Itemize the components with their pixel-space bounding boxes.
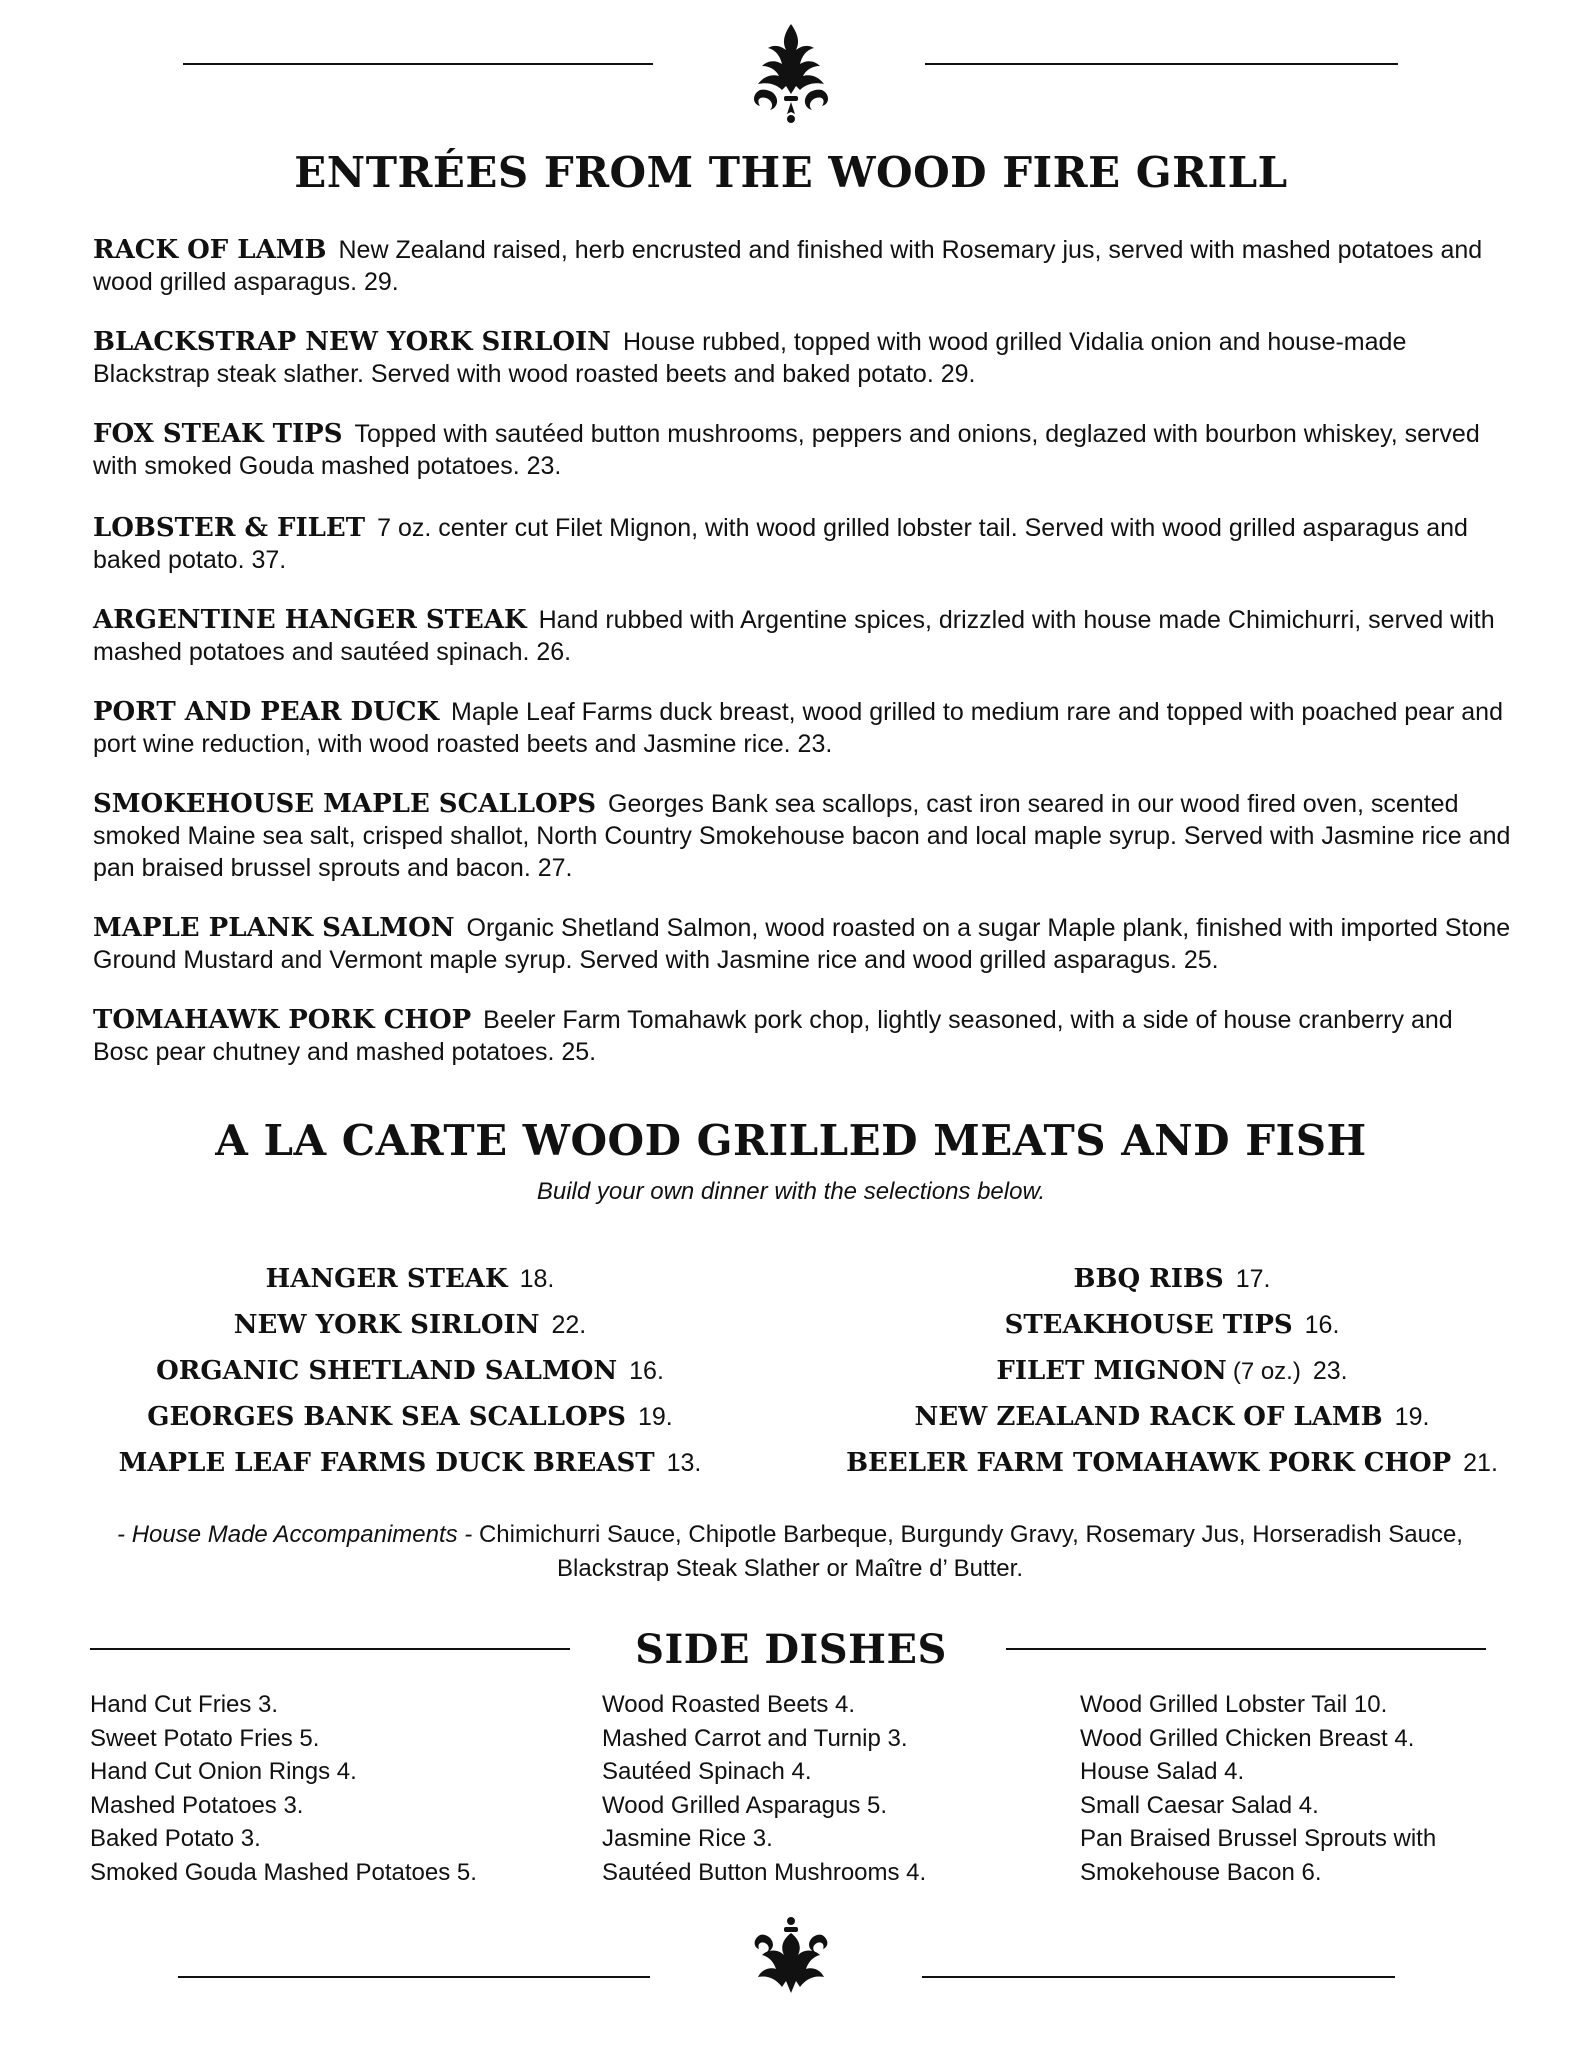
side-dishes-column-2 — [602, 1688, 926, 1889]
a-la-carte-item — [792, 1256, 1552, 1302]
entree-desc: Topped with sautéed button mushrooms, peppers and onions, deglazed with bourbon whiskey, served with smoked Gouda mashed potatoes. 23. — [93, 420, 1480, 480]
a-la-carte-item-price: 18. — [519, 1265, 555, 1293]
side-dish-item: Smoked Gouda Mashed Potatoes 5. — [90, 1858, 477, 1886]
bottom-ornament-icon — [750, 1915, 832, 1997]
side-dish-item: Hand Cut Onion Rings 4. — [90, 1758, 357, 1785]
fleur-de-lis-icon — [746, 20, 836, 124]
entree-name: MAPLE PLANK SALMON — [93, 913, 455, 943]
a-la-carte-item — [30, 1440, 790, 1486]
a-la-carte-item-price: 19. — [637, 1403, 673, 1431]
side-dish-item: Jasmine Rice 3. — [602, 1825, 773, 1852]
bottom-right-rule — [922, 1976, 1395, 1978]
entree-item — [93, 1004, 1513, 1068]
entree-item — [93, 604, 1513, 668]
side-dishes-title: SIDE DISHES — [635, 1626, 947, 1673]
accompaniments-text: Chimichurri Sauce, Chipotle Barbeque, Burgundy Gravy, Rosemary Jus, Horseradish Sauce, Blackstrap Steak Slather or Maître d’ Butter. — [478, 1521, 1463, 1582]
entree-desc: New Zealand raised, herb encrusted and finished with Rosemary jus, served with mashed potatoes and wood grilled asparagus. 29. — [93, 236, 1483, 296]
entree-desc: Georges Bank sea scallops, cast iron seared in our wood fired oven, scented smoked Maine sea salt, crisped shallot, North Country Smokehouse bacon and local maple syrup. Served with Jasmine rice and pan braised brussel sprouts and bacon. 27. — [93, 790, 1511, 882]
side-dish-item: Wood Roasted Beets 4. — [602, 1691, 856, 1718]
entree-item — [93, 912, 1513, 976]
entrees-title: ENTRÉES FROM THE WOOD FIRE GRILL — [294, 148, 1288, 197]
a-la-carte-item-name: HANGER STEAK — [265, 1264, 508, 1294]
side-dish-item: Mashed Carrot and Turnip 3. — [602, 1724, 908, 1752]
side-dish-item: Wood Grilled Chicken Breast 4. — [1080, 1724, 1415, 1752]
a-la-carte-right-column — [792, 1256, 1552, 1486]
entree-item — [93, 512, 1513, 576]
side-dish-item: Baked Potato 3. — [90, 1825, 261, 1852]
entree-desc: Maple Leaf Farms duck breast, wood grilled to medium rare and topped with poached pear and port wine reduction, with wood roasted beets and Jasmine rice. 23. — [93, 698, 1503, 758]
a-la-carte-item — [30, 1394, 790, 1440]
a-la-carte-item-name: FILET MIGNON — [996, 1356, 1227, 1386]
entree-name: RACK OF LAMB — [93, 235, 327, 265]
accompaniments-label: - House Made Accompaniments - — [117, 1521, 473, 1548]
side-dishes-column-1 — [90, 1688, 477, 1889]
a-la-carte-item — [30, 1348, 790, 1394]
side-dishes-column-3 — [1080, 1688, 1436, 1889]
a-la-carte-item — [792, 1348, 1552, 1394]
side-dish-item: Sautéed Button Mushrooms 4. — [602, 1858, 927, 1886]
a-la-carte-item-price: 22. — [551, 1311, 587, 1339]
a-la-carte-item — [30, 1256, 790, 1302]
entree-desc: Organic Shetland Salmon, wood roasted on a sugar Maple plank, finished with imported Stone Ground Mustard and Vermont maple syrup. Served with Jasmine rice and wood grilled asparagus. 25. — [93, 914, 1511, 974]
a-la-carte-item-name: BEELER FARM TOMAHAWK PORK CHOP — [846, 1448, 1452, 1478]
a-la-carte-item-price: 13. — [666, 1449, 702, 1477]
entree-name: TOMAHAWK PORK CHOP — [93, 1005, 472, 1035]
entree-item — [93, 788, 1513, 884]
a-la-carte-item-price: 23. — [1312, 1357, 1348, 1385]
entree-name: LOBSTER & FILET — [93, 513, 366, 543]
a-la-carte-item-note: (7 oz.) — [1232, 1358, 1301, 1385]
entree-desc: House rubbed, topped with wood grilled Vidalia onion and house-made Blackstrap steak slather. Served with wood roasted beets and baked potato. 29. — [93, 328, 1407, 388]
a-la-carte-item — [792, 1440, 1552, 1486]
a-la-carte-item-name: STEAKHOUSE TIPS — [1004, 1310, 1293, 1340]
a-la-carte-item-name: NEW YORK SIRLOIN — [233, 1310, 540, 1340]
entree-item — [93, 696, 1513, 760]
side-dish-item: Mashed Potatoes 3. — [90, 1791, 304, 1819]
a-la-carte-item — [792, 1394, 1552, 1440]
a-la-carte-left-column — [30, 1256, 790, 1486]
top-left-rule — [183, 63, 653, 65]
entree-item — [93, 326, 1513, 390]
top-right-rule — [925, 63, 1398, 65]
a-la-carte-item — [792, 1302, 1552, 1348]
side-dish-item: Hand Cut Fries 3. — [90, 1691, 279, 1718]
entree-name: BLACKSTRAP NEW YORK SIRLOIN — [93, 327, 611, 357]
entree-desc: Hand rubbed with Argentine spices, drizzled with house made Chimichurri, served with mashed potatoes and sautéed spinach. 26. — [93, 606, 1495, 666]
a-la-carte-item-name: GEORGES BANK SEA SCALLOPS — [147, 1402, 626, 1432]
entree-name: FOX STEAK TIPS — [93, 419, 343, 449]
side-dish-item: Pan Braised Brussel Sprouts with — [1080, 1825, 1437, 1852]
entree-item — [93, 418, 1513, 482]
entree-desc: 7 oz. center cut Filet Mignon, with wood grilled lobster tail. Served with wood grilled asparagus and baked potato. 37. — [93, 514, 1468, 574]
a-la-carte-item-name: NEW ZEALAND RACK OF LAMB — [914, 1402, 1383, 1432]
side-dish-item: Sweet Potato Fries 5. — [90, 1724, 320, 1752]
entree-name: PORT AND PEAR DUCK — [93, 697, 439, 727]
side-dish-item: Wood Grilled Lobster Tail 10. — [1080, 1691, 1388, 1718]
side-dish-item: Sautéed Spinach 4. — [602, 1758, 812, 1785]
side-dish-item: Smokehouse Bacon 6. — [1080, 1858, 1322, 1886]
a-la-carte-subtitle: Build your own dinner with the selections below. — [536, 1178, 1046, 1205]
a-la-carte-item-price: 19. — [1394, 1403, 1430, 1431]
a-la-carte-item-name: ORGANIC SHETLAND SALMON — [156, 1356, 618, 1386]
a-la-carte-item-price: 21. — [1463, 1449, 1498, 1477]
a-la-carte-item-price: 17. — [1235, 1265, 1271, 1293]
side-dish-item: House Salad 4. — [1080, 1758, 1245, 1785]
a-la-carte-item-price: 16. — [629, 1357, 664, 1385]
a-la-carte-item-price: 16. — [1304, 1311, 1340, 1339]
a-la-carte-title: A LA CARTE WOOD GRILLED MEATS AND FISH — [215, 1116, 1367, 1165]
accompaniments — [90, 1518, 1490, 1586]
a-la-carte-item — [30, 1302, 790, 1348]
entree-name: ARGENTINE HANGER STEAK — [93, 605, 527, 635]
side-dish-item: Wood Grilled Asparagus 5. — [602, 1791, 888, 1819]
entree-desc: Beeler Farm Tomahawk pork chop, lightly seasoned, with a side of house cranberry and Bosc pear chutney and mashed potatoes. 25. — [93, 1006, 1453, 1066]
bottom-left-rule — [178, 1976, 650, 1978]
a-la-carte-item-name: BBQ RIBS — [1073, 1264, 1224, 1294]
a-la-carte-item-name: MAPLE LEAF FARMS DUCK BREAST — [118, 1448, 655, 1478]
entree-name: SMOKEHOUSE MAPLE SCALLOPS — [93, 789, 596, 819]
entree-item — [93, 234, 1513, 298]
side-dish-item: Small Caesar Salad 4. — [1080, 1791, 1319, 1819]
